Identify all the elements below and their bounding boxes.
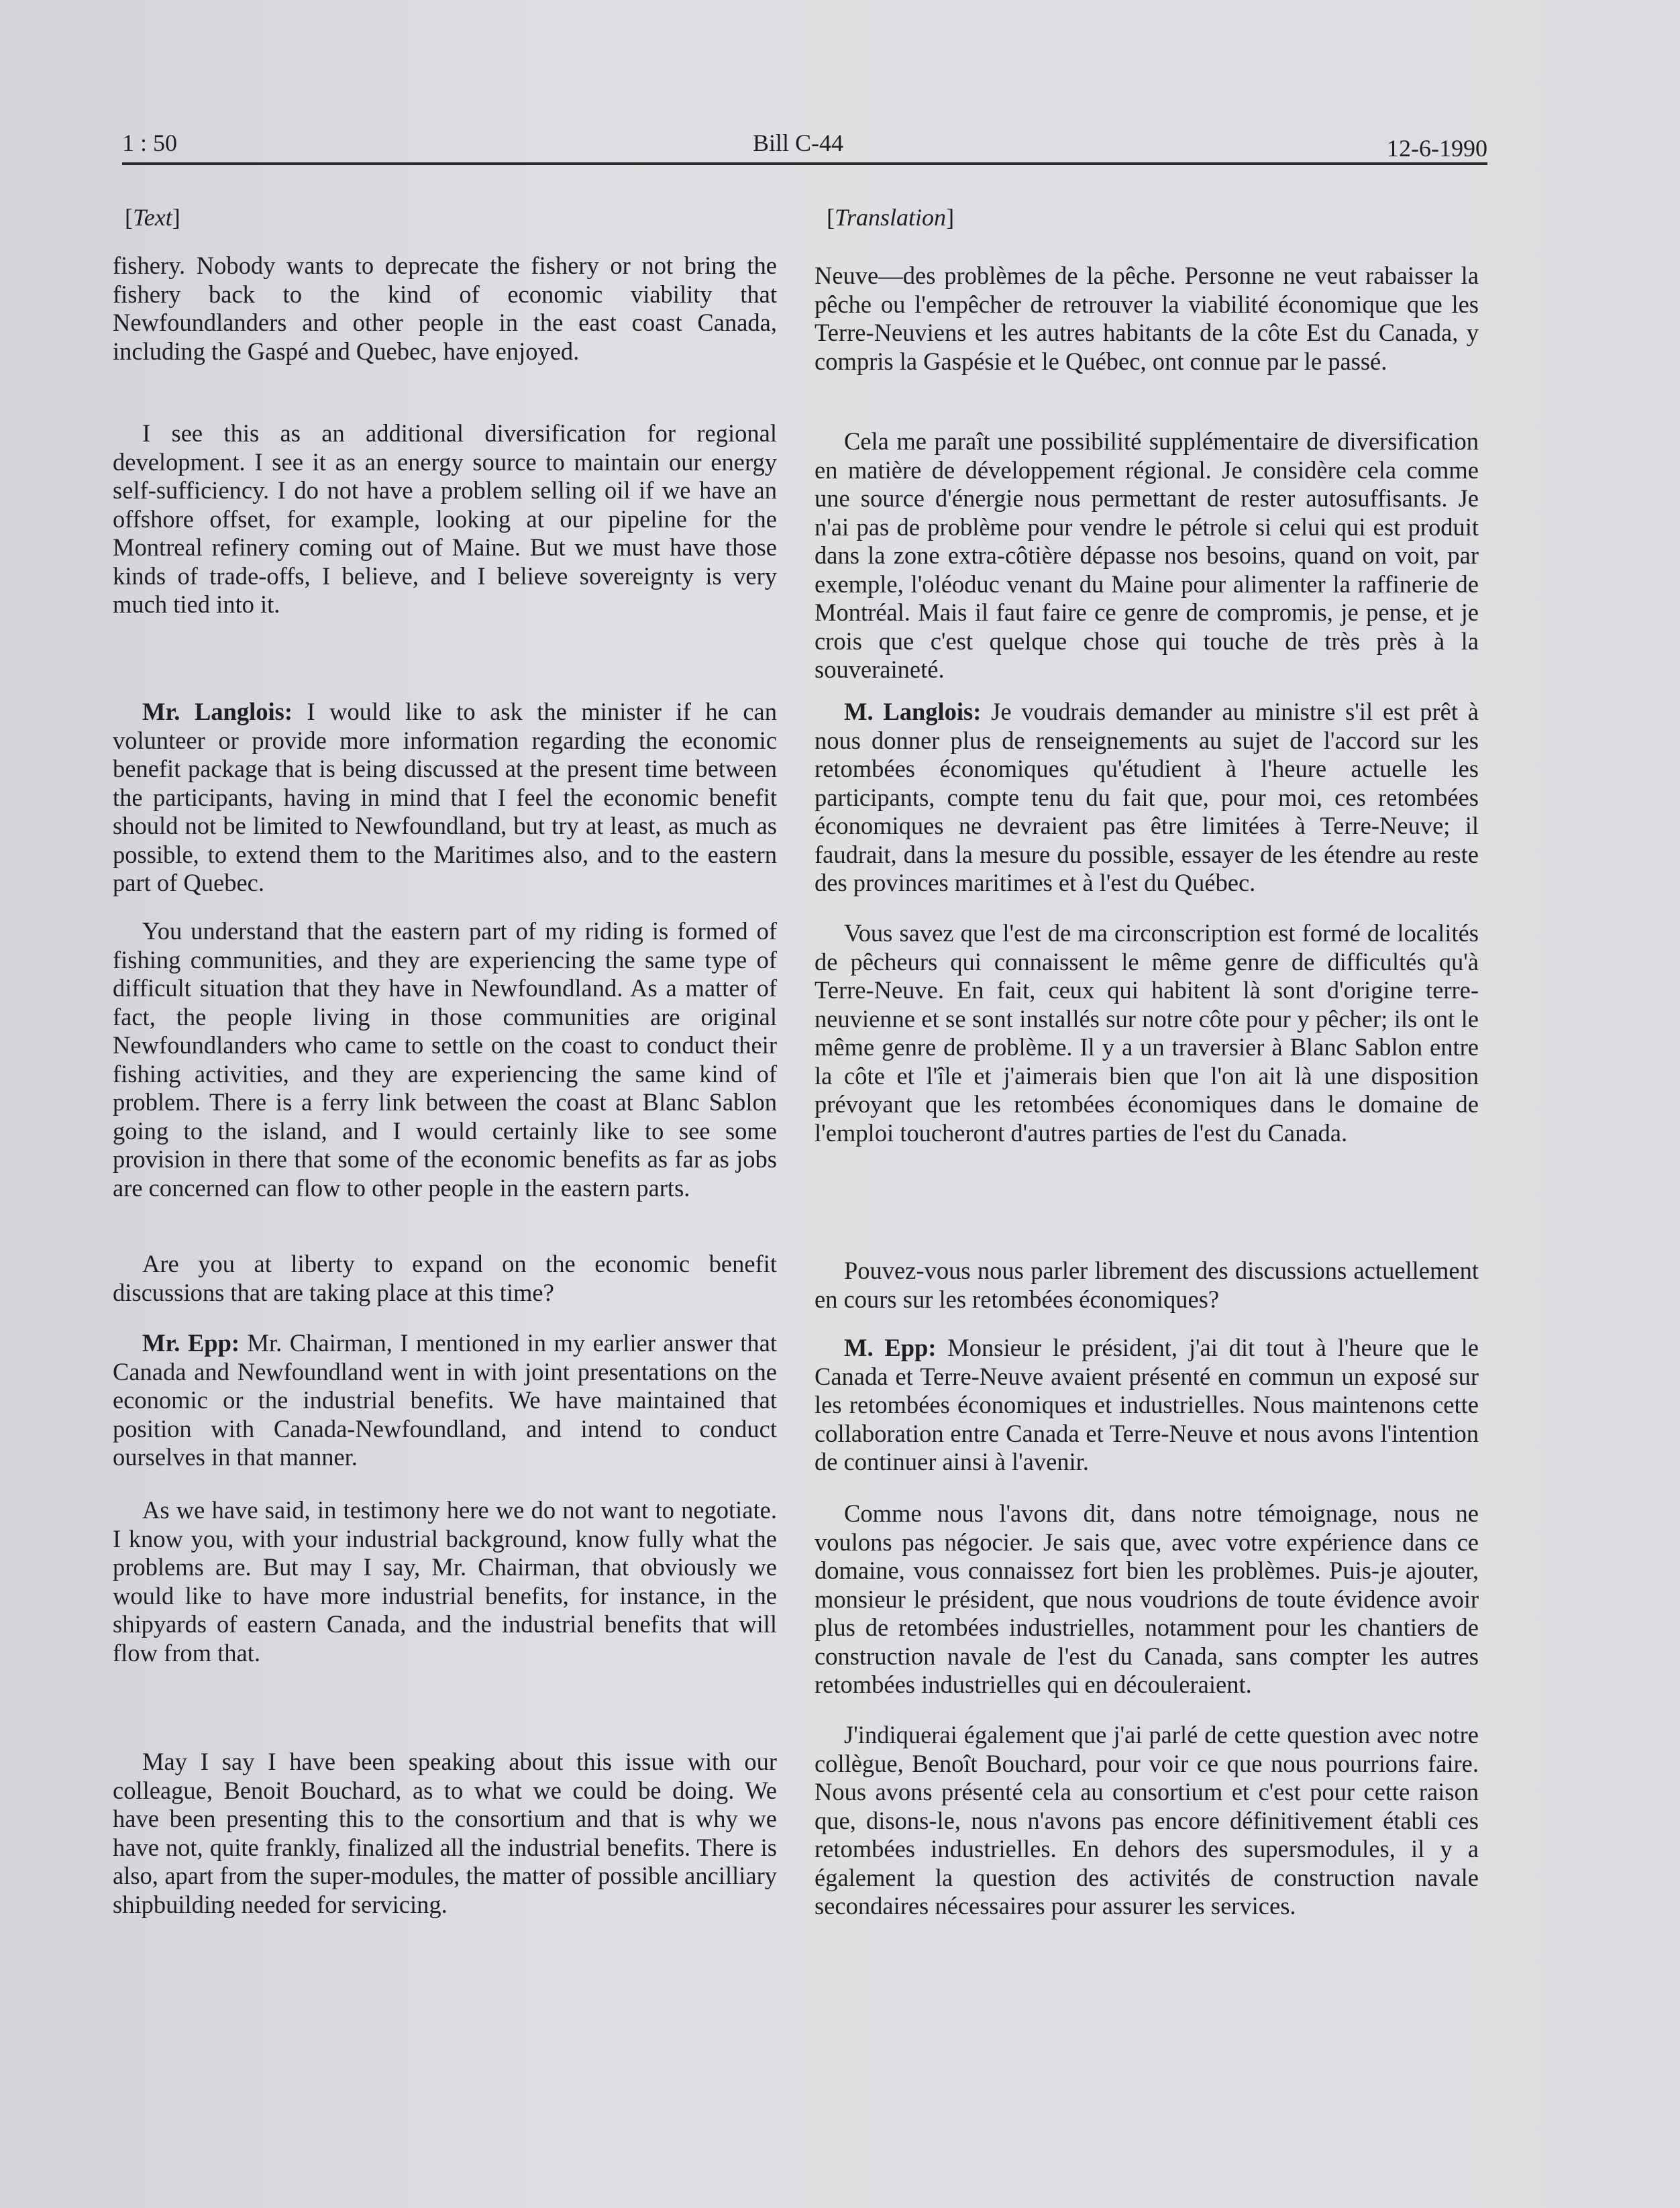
right-paragraph-4: Vous savez que l'est de ma circonscription est formé de localités de pêcheurs qui connaissent le même genre de difficultés qu'à Terre-Neuve. En fait, ceux qui habitent là sont d'origine terre-neuvienne et se sont installés sur notre côte pour y pêcher; ils ont le même genre de problème. Il y a un traversier à Blanc Sablon entre la côte et l'île et j'aimerais bien que l'on ait là une disposition prévoyant que les retombées économiques dans le domaine de l'emploi toucheront d'autres parties de l'est du Canada. (815, 919, 1479, 1147)
left-paragraph-3: Mr. Langlois: I would like to ask the minister if he can volunteer or provide more information regarding the economic benefit package that is being discussed at the present time between the participants, having in mind that I feel the economic benefit should not be limited to Newfoundland, but try at least, as much as possible, to extend them to the Maritimes also, and to the eastern part of Quebec. (113, 698, 777, 896)
right-paragraph-6: M. Epp: Monsieur le président, j'ai dit tout à l'heure que le Canada et Terre-Neuve avaient présenté en commun un exposé sur les retombées économiques et industrielles. Nous maintenons cette collaboration entre Canada et Terre-Neuve et nous avons l'intention de continuer ainsi à l'avenir. (815, 1334, 1479, 1475)
bill-title: Bill C-44 (753, 129, 844, 156)
right-paragraph-7: Comme nous l'avons dit, dans notre témoignage, nous ne voulons pas négocier. Je sais que, avec votre expérience dans ce domaine, vous connaissez fort bien les problèmes. Puis-je ajouter, monsieur le président, que nous voudrions de toute évidence avoir plus de retombées industrielles, notamment pour les chantiers de construction navale de l'est du Canada, sans compter les autres retombées industrielles qui en découleraient. (815, 1500, 1479, 1698)
page-header (122, 125, 1487, 165)
right-paragraph-8: J'indiquerai également que j'ai parlé de cette question avec notre collègue, Benoît Bouchard, pour voir ce que nous pourrions faire. Nous avons présenté cela au consortium et c'est pour cette raison que, disons-le, nous n'avons pas encore définitivement établi ces retombées industrielles. En dehors des supersmodules, il y a également la question des activités de construction navale secondaires nécessaires pour assurer les services. (815, 1721, 1479, 1920)
right-paragraph-1: Neuve—des problèmes de la pêche. Personne ne veut rabaisser la pêche ou l'empêcher de retrouver la viabilité économique que les Terre-Neuviens et les autres habitants de la côte Est du Canada, y compris la Gaspésie et le Québec, ont connue par le passé. (815, 262, 1479, 375)
left-column (113, 198, 777, 1918)
right-paragraph-2: Cela me paraît une possibilité supplémentaire de diversification en matière de développement régional. Je considère cela comme une source d'énergie nous permettant de rester autosuffisants. Je n'ai pas de problème pour vendre le pétrole si celui qui est produit dans la zone extra-côtière dépasse nos besoins, quand on voit, par exemple, l'oléoduc venant du Maine pour alimenter la raffinerie de Montréal. Mais il faut faire ce genre de compromis, je pense, et je crois que c'est quelque chose qui touche de très près à la souveraineté. (815, 427, 1479, 683)
left-paragraph-8: May I say I have been speaking about this issue with our colleague, Benoit Bouchard, as to what we could be doing. We have been presenting this to the consortium and that is why we have not, quite frankly, finalized all the industrial benefits. There is also, apart from the super-modules, the matter of possible ancilliary shipbuilding needed for servicing. (113, 1748, 777, 1918)
right-column-tag: [Translation] (827, 204, 955, 231)
page-number: 1 : 50 (122, 129, 178, 156)
left-paragraph-6: Mr. Epp: Mr. Chairman, I mentioned in my earlier answer that Canada and Newfoundland went in with joint presentations on the economic or the industrial benefits. We have maintained that position with Canada-Newfoundland, and intend to conduct ourselves in that manner. (113, 1329, 777, 1471)
right-column (815, 198, 1479, 1920)
right-paragraph-5: Pouvez-vous nous parler librement des discussions actuellement en cours sur les retombées économiques? (815, 1257, 1479, 1313)
left-paragraph-4: You understand that the eastern part of my riding is formed of fishing communities, and they are experiencing the same type of difficult situation that they have in Newfoundland. As a matter of fact, the people living in those communities are original Newfoundlanders who came to settle on the coast to conduct their fishing activities, and they are experiencing the same kind of problem. There is a ferry link between the coast at Blanc Sablon going to the island, and I would certainly like to see some provision in there that some of the economic benefits as far as jobs are concerned can flow to other people in the eastern parts. (113, 917, 777, 1202)
left-column-tag: [Text] (125, 204, 180, 231)
left-paragraph-5: Are you at liberty to expand on the economic benefit discussions that are taking place at this time? (113, 1250, 777, 1306)
header-date: 12-6-1990 (1387, 135, 1487, 162)
left-paragraph-1: fishery. Nobody wants to deprecate the fishery or not bring the fishery back to the kind of economic viability that Newfoundlanders and other people in the east coast Canada, including the Gaspé and Quebec, have enjoyed. (113, 252, 777, 365)
left-paragraph-7: As we have said, in testimony here we do not want to negotiate. I know you, with your industrial background, know fully what the problems are. But may I say, Mr. Chairman, that obviously we would like to have more industrial benefits, for instance, in the shipyards of eastern Canada, and the industrial benefits that will flow from that. (113, 1496, 777, 1667)
right-paragraph-3: M. Langlois: Je voudrais demander au ministre s'il est prêt à nous donner plus de renseignements au sujet de l'accord sur les retombées économiques qu'étudient à l'heure actuelle les participants, compte tenu du fait que, pour moi, ces retombées économiques ne devraient pas être limitées à Terre-Neuve; il faudrait, dans la mesure du possible, essayer de les étendre au reste des provinces maritimes et à l'est du Québec. (815, 698, 1479, 896)
left-paragraph-2: I see this as an additional diversification for regional development. I see it as an energy source to maintain our energy self-sufficiency. I do not have a problem selling oil if we have an offshore offset, for example, looking at our pipeline for the Montreal refinery coming out of Maine. But we must have those kinds of trade-offs, I believe, and I believe sovereignty is very much tied into it. (113, 419, 777, 618)
